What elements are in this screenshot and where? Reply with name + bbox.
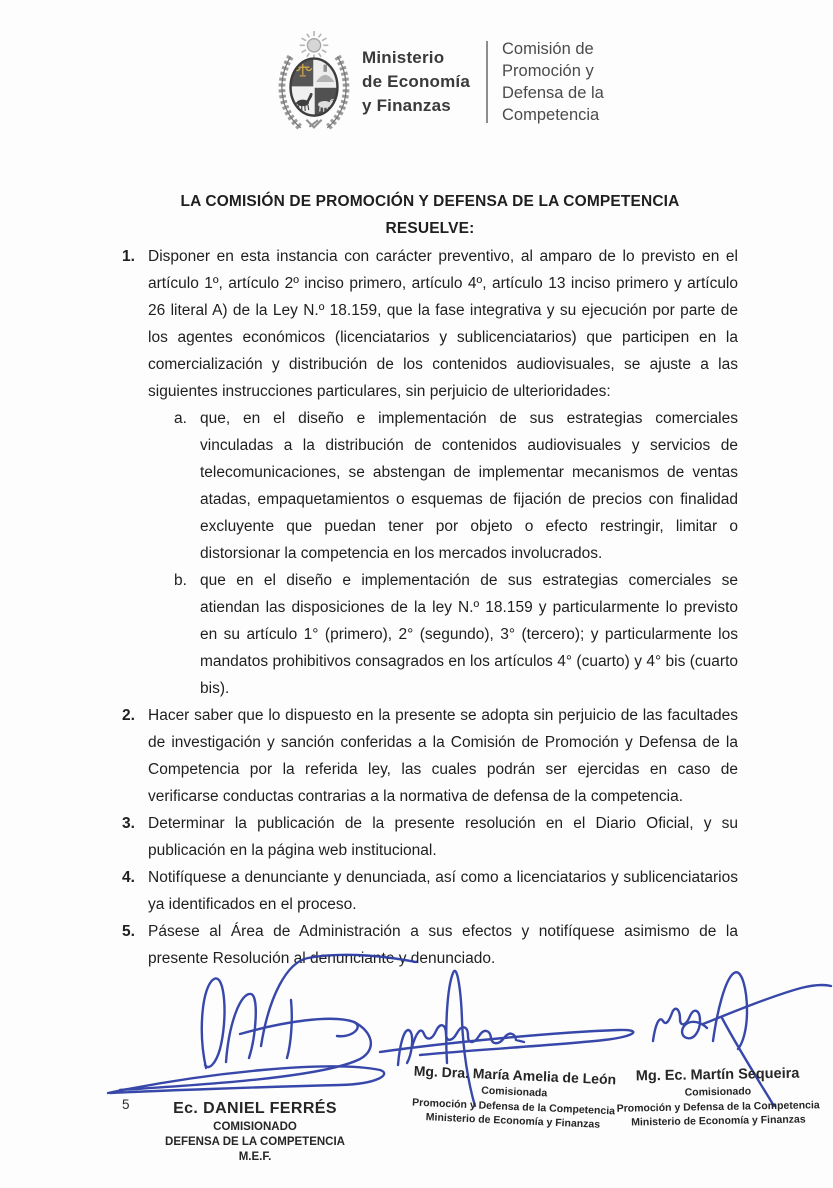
signer-org: M.E.F. [238, 1151, 272, 1163]
resolution-subitem-b [122, 567, 738, 702]
signature-block-daniel-ferres [142, 1098, 368, 1165]
subitem-text: que, en el diseño e implementación de sus estrategias comerciales vinculadas a la distribución de contenidos audiovisuales y servicios de telecomunicaciones, se abstengan de implementar mecanismos de ventas atadas, empaquetamientos o esquemas de fijación de precios con finalidad excluyente que puedan tener por objeto o efecto restringir, limitar o distorsionar la competencia en los mercados involucrados. [200, 410, 738, 562]
signer-office: DEFENSA DE LA COMPETENCIA [165, 1136, 345, 1148]
signer-name: Mg. Dra. María Amelia de León [413, 1062, 617, 1088]
item-number: 4. [122, 869, 135, 886]
signature-block-martin-sequeira [607, 1064, 828, 1130]
commission-line: Comisión de [502, 40, 594, 58]
resolution-item-3 [122, 810, 738, 864]
signer-office: Promoción y Defensa de la Competencia [616, 1098, 820, 1115]
ministry-line: y Finanzas [362, 96, 451, 115]
ministry-line: Ministerio [362, 48, 445, 67]
resolution-body [122, 188, 738, 972]
item-number: 1. [122, 248, 135, 265]
page-number: 5 [122, 1097, 130, 1112]
signer-title: Comisionada [481, 1084, 548, 1100]
signer-title: COMISIONADO [213, 1121, 297, 1133]
item-text: Pásese al Área de Administración a sus efectos y notifíquese asimismo de la presente Resolución al denunciante y denunciado. [148, 923, 738, 967]
resolution-title: LA COMISIÓN DE PROMOCIÓN Y DEFENSA DE LA COMPETENCIA [180, 193, 680, 210]
commission-line: Promoción y [502, 62, 594, 80]
subitem-letter: a. [174, 410, 187, 427]
signer-office: Promoción y Defensa de la Competencia [411, 1096, 616, 1117]
ministry-line: de Economía [362, 72, 471, 91]
signature-ink-daniel-ferres [108, 955, 416, 1093]
header-divider [486, 41, 488, 123]
item-text: Determinar la publicación de la presente resolución en el Diario Oficial, y su publicación en la página web institucional. [148, 815, 738, 859]
ministry-title [362, 46, 470, 118]
signer-org: Ministerio de Economía y Finanzas [425, 1111, 601, 1131]
subitem-letter: b. [174, 572, 187, 589]
resolution-item-4 [122, 864, 738, 918]
signer-name: Mg. Ec. Martín Sequeira [635, 1065, 800, 1085]
signer-org: Ministerio de Economía y Finanzas [631, 1113, 806, 1129]
commission-line: Defensa de la [502, 84, 604, 102]
item-number: 2. [122, 707, 135, 724]
signature-block-maria-amelia-de-leon [397, 1061, 632, 1134]
item-text: Hacer saber que lo dispuesto en la presente se adopta sin perjuicio de las facultades de investigación y sanción conferidas a la Comisión de Promoción y Defensa de la Competencia por la referida ley, las cuales podrán ser ejercidas en caso de verificarse conductas contrarias a la normativa de defensa de la competencia. [148, 707, 738, 805]
commission-title [502, 38, 604, 126]
item-text: Disponer en esta instancia con carácter preventivo, al amparo de lo previsto en el artículo 1º, artículo 2º inciso primero, artículo 4º, artículo 13 inciso primero y artículo 26 literal A) de la Ley N.º 18.159, que la fase integrativa y su ejecución por parte de los agentes económicos (licenciatarios y sublicenciatarios) que participen en la comercialización y distribución de los contenidos audiovisuales, se ajuste a las siguientes instrucciones particulares, sin perjuicio de ulterioridades: [148, 248, 738, 400]
item-number: 3. [122, 815, 135, 832]
sun-icon [307, 39, 320, 52]
item-text: Notifíquese a denunciante y denunciada, así como a licenciatarios y sublicenciatarios ya identificados en el proceso. [148, 869, 738, 913]
signer-title: Comisionado [684, 1085, 752, 1099]
resolution-item-5 [122, 918, 738, 972]
ribbon-icon [306, 120, 321, 128]
document-header [276, 30, 604, 134]
resolution-item-1 [122, 243, 738, 405]
resolution-item-2 [122, 702, 738, 810]
item-number: 5. [122, 923, 135, 940]
subitem-text: que en el diseño e implementación de sus estrategias comerciales se atiendan las disposiciones de la ley N.º 18.159 y particularmente lo previsto en su artículo 1° (primero), 2° (segundo), 3° (tercero); y particularmente los mandatos prohibitivos consagrados en los artículos 4° (cuarto) y 4° bis (cuarto bis). [200, 572, 738, 697]
resolution-subitem-a [122, 405, 738, 567]
resolution-subtitle: RESUELVE: [385, 220, 475, 237]
coat-of-arms-icon [276, 30, 352, 134]
signer-name: Ec. DANIEL FERRÉS [173, 1100, 337, 1117]
commission-line: Competencia [502, 106, 600, 124]
